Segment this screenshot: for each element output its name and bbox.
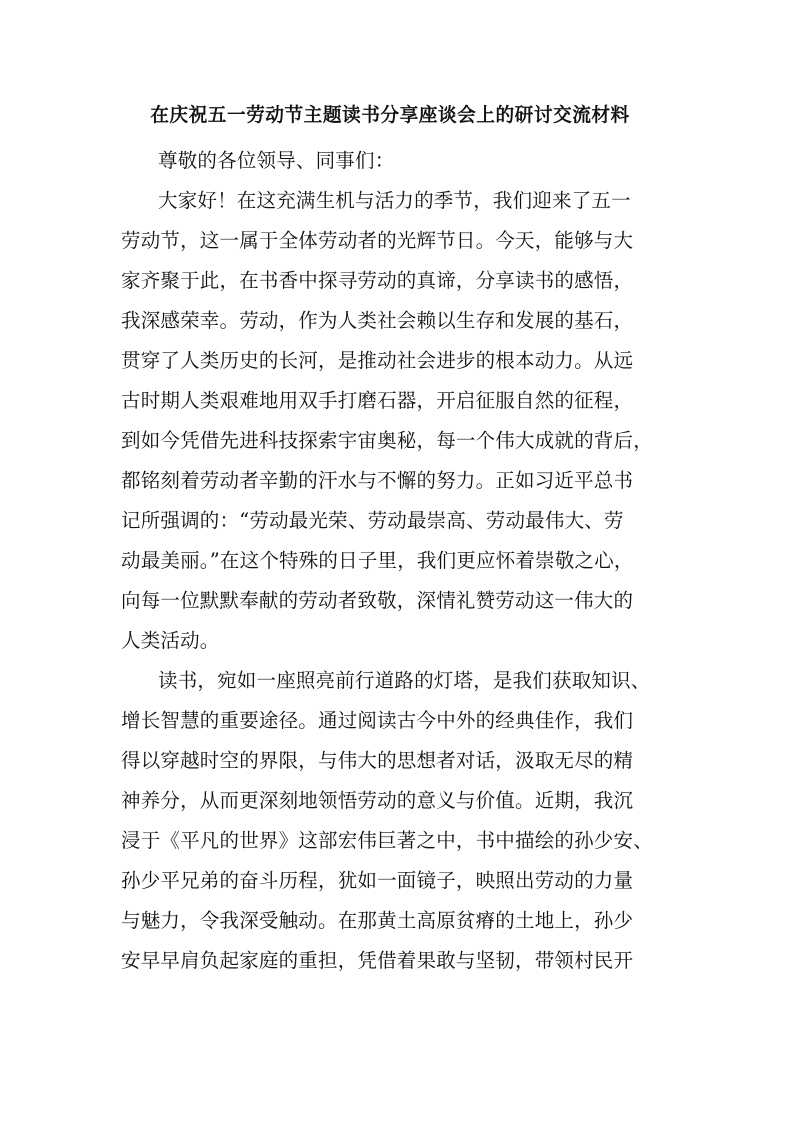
paragraph-line: 到如今凭借先进科技探索宇宙奥秘，每一个伟大成就的背后， (121, 429, 653, 452)
paragraph-line: 古时期人类艰难地用双手打磨石器，开启征服自然的征程， (121, 389, 634, 412)
paragraph-line: 增长智慧的重要途径。通过阅读古今中外的经典佳作，我们 (121, 709, 634, 732)
paragraph-line: 都铭刻着劳动者辛勤的汗水与不懈的努力。正如习近平总书 (121, 469, 634, 492)
paragraph-line: 我深感荣幸。劳动，作为人类社会赖以生存和发展的基石， (121, 309, 634, 332)
paragraph-line: 贯穿了人类历史的长河，是推动社会进步的根本动力。从远 (121, 349, 634, 372)
paragraph-line: 家齐聚于此，在书香中探寻劳动的真谛，分享读书的感悟， (121, 269, 634, 292)
paragraph-line: 与魅力，令我深受触动。在那黄土高原贫瘠的土地上，孙少 (121, 909, 634, 932)
paragraph-line: 向每一位默默奉献的劳动者致敬，深情礼赞劳动这一伟大的 (121, 589, 634, 612)
salutation: 尊敬的各位领导、同事们： (158, 149, 395, 172)
paragraph-line: 浸于《平凡的世界》这部宏伟巨著之中，书中描绘的孙少安、 (121, 829, 653, 852)
document-title: 在庆祝五一劳动节主题读书分享座谈会上的研讨交流材料 (150, 104, 630, 126)
paragraph-line: 大家好！在这充满生机与活力的季节，我们迎来了五一 (158, 189, 631, 212)
paragraph-line: 孙少平兄弟的奋斗历程，犹如一面镜子，映照出劳动的力量 (121, 869, 634, 892)
paragraph-line: 动最美丽。”在这个特殊的日子里，我们更应怀着崇敬之心， (121, 549, 634, 572)
paragraph-line: 记所强调的：“劳动最光荣、劳动最崇高、劳动最伟大、劳 (121, 509, 624, 532)
paragraph-line: 读书，宛如一座照亮前行道路的灯塔，是我们获取知识、 (158, 669, 651, 692)
paragraph-line: 劳动节，这一属于全体劳动者的光辉节日。今天，能够与大 (121, 229, 634, 252)
paragraph-line: 神养分，从而更深刻地领悟劳动的意义与价值。近期，我沉 (121, 789, 634, 812)
paragraph-line: 得以穿越时空的界限，与伟大的思想者对话，汲取无尽的精 (121, 749, 634, 772)
paragraph-line: 安早早肩负起家庭的重担，凭借着果敢与坚韧，带领村民开 (121, 949, 634, 972)
paragraph-line: 人类活动。 (121, 629, 220, 652)
